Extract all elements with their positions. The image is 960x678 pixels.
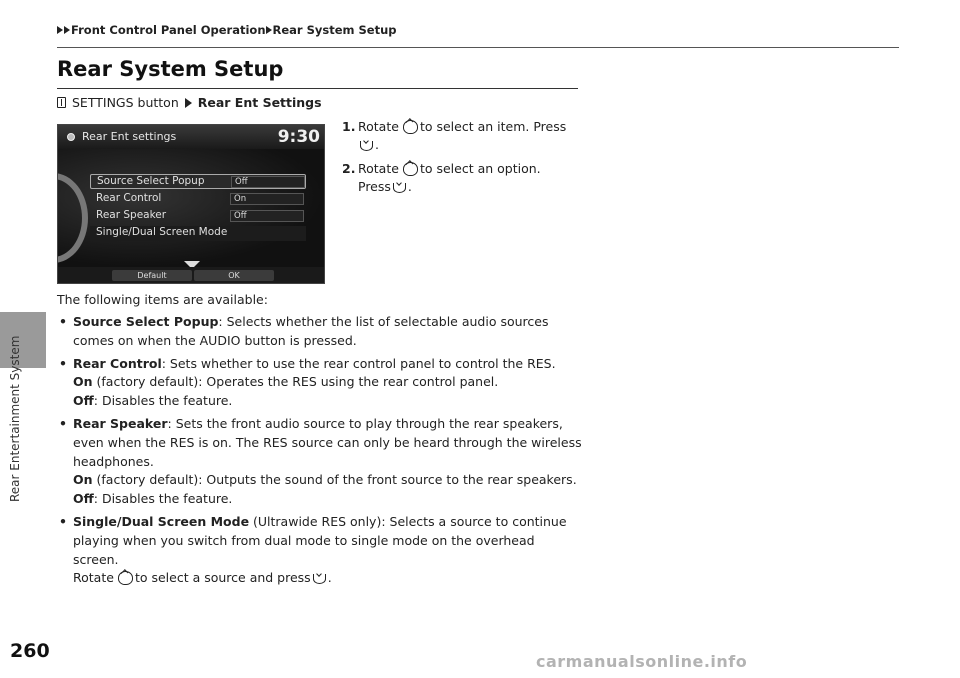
- item-desc: : Sets whether to use the rear control panel to control the RES.: [161, 355, 556, 371]
- step-text-part: .: [407, 179, 412, 194]
- option-label: Off: [73, 393, 94, 409]
- step-number: 2.: [342, 161, 356, 176]
- step-number: 1.: [342, 119, 356, 134]
- press-knob-icon: [393, 181, 406, 193]
- intro-text: The following items are available:: [57, 292, 268, 307]
- step-text: [358, 118, 588, 154]
- item-text-part: to select a source and press: [134, 570, 311, 586]
- option-label: On: [73, 472, 93, 488]
- option-value: Off: [230, 210, 304, 222]
- items-list: [57, 313, 582, 592]
- rotate-knob-icon: [117, 570, 132, 584]
- item-rotate-line: [73, 569, 582, 588]
- option-source-select-popup[interactable]: [90, 174, 306, 189]
- option-desc: : Disables the feature.: [93, 491, 233, 507]
- breadcrumb-part-1: Front Control Panel Operation: [71, 23, 266, 37]
- item-name: Source Select Popup: [73, 314, 219, 329]
- title-divider: [57, 88, 578, 89]
- header-divider: [57, 47, 899, 48]
- option-label: Off: [73, 491, 94, 507]
- list-item: [57, 355, 582, 411]
- breadcrumb-part-2: Rear System Setup: [272, 23, 397, 37]
- navigation-path: [57, 95, 322, 110]
- list-item: [57, 415, 582, 509]
- arrow-right-icon: [64, 26, 70, 34]
- option-desc: : Disables the feature.: [93, 393, 233, 409]
- arrow-right-icon: [57, 26, 63, 34]
- page-number: 260: [10, 640, 50, 662]
- item-desc: : Selects whether the list of selectable audio sources comes on when the AUDIO button is pressed.: [73, 314, 549, 348]
- option-label: On: [73, 374, 93, 390]
- rotate-knob-icon: [402, 161, 417, 175]
- option-label: Rear Control: [96, 192, 162, 204]
- step-text-part: Rotate: [358, 119, 399, 134]
- section-title: Rear System Setup: [57, 57, 284, 81]
- step-text-part: Press: [358, 179, 391, 194]
- screen-header: [58, 125, 324, 149]
- press-knob-icon: [313, 572, 326, 584]
- item-option-off: [73, 490, 582, 509]
- step-text-part: .: [375, 137, 379, 152]
- step-text-part: Rotate: [358, 161, 399, 176]
- step-text-part: to select an item. Press: [419, 119, 567, 134]
- screen-body: [58, 149, 324, 267]
- press-knob-icon: [360, 139, 373, 151]
- list-item: [57, 313, 582, 351]
- option-label: Single/Dual Screen Mode: [96, 226, 228, 238]
- item-option-off: [73, 392, 582, 411]
- screen-clock: 9:30: [277, 127, 320, 147]
- item-name: Rear Speaker: [73, 415, 168, 431]
- rotate-knob-icon: [402, 119, 417, 133]
- nav-button-label: SETTINGS button: [72, 95, 179, 110]
- item-name: Rear Control: [73, 355, 162, 371]
- nav-target-label: Rear Ent Settings: [197, 95, 322, 110]
- step-text: [358, 160, 588, 196]
- step-text-part: to select an option.: [419, 161, 541, 176]
- arrow-right-icon: [185, 98, 192, 108]
- default-button[interactable]: Default: [112, 270, 192, 281]
- item-name: Single/Dual Screen Mode: [73, 513, 250, 529]
- home-key-icon: [57, 97, 66, 108]
- item-text-part: .: [327, 570, 332, 586]
- watermark: carmanualsonline.info: [536, 652, 748, 671]
- option-label: Source Select Popup: [97, 175, 205, 187]
- option-value: On: [230, 193, 304, 205]
- option-value: Off: [231, 176, 305, 188]
- step-1: [342, 118, 582, 158]
- step-2: [342, 160, 582, 200]
- settings-screen-image: [57, 124, 325, 284]
- screen-footer: [58, 267, 324, 283]
- option-screen-mode[interactable]: [90, 226, 306, 241]
- option-desc: (factory default): Outputs the sound of the front source to the rear speakers.: [92, 472, 577, 488]
- item-desc: : Sets the front audio source to play through the rear speakers, even when the RES is on. The RES source can only be heard through the wireless headphones.: [73, 415, 582, 469]
- option-label: Rear Speaker: [96, 209, 167, 221]
- arrow-right-icon: [266, 26, 272, 34]
- chapter-label: Rear Entertainment System: [8, 335, 22, 502]
- breadcrumb: [57, 23, 397, 37]
- option-desc: (factory default): Operates the RES using the rear control panel.: [92, 374, 499, 390]
- ok-button[interactable]: OK: [194, 270, 274, 281]
- item-text-part: Rotate: [73, 570, 114, 586]
- screen-title: Rear Ent settings: [82, 130, 177, 143]
- item-desc: (Ultrawide RES only): Selects a source to continue playing when you switch from dual mode to single mode on the overhead screen.: [73, 513, 567, 567]
- item-option-on: [73, 471, 582, 490]
- item-option-on: [73, 373, 582, 392]
- list-item: [57, 513, 582, 588]
- menu-dot-icon: [67, 133, 75, 141]
